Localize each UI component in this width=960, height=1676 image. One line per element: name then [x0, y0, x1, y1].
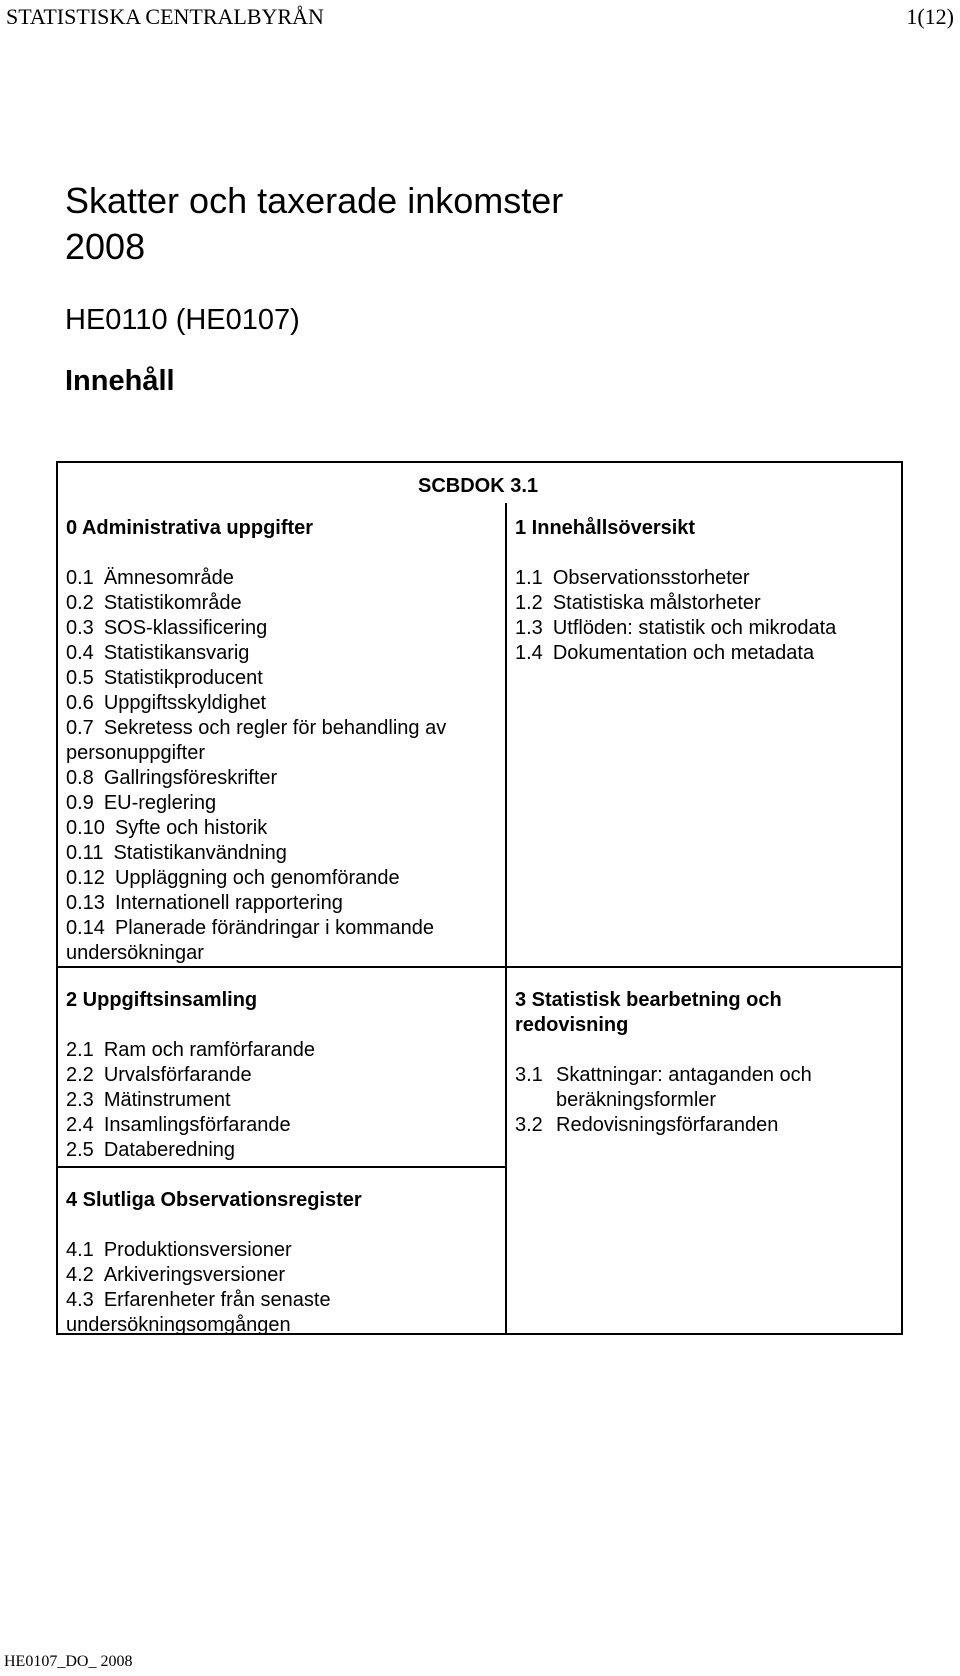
- toc-item-number: 2.3: [66, 1089, 94, 1111]
- scbdok-label: SCBDOK 3.1: [418, 475, 539, 497]
- toc-item-number: 1.1: [515, 567, 543, 589]
- section-heading: 3 Statistisk bearbetning och redovisning: [515, 989, 782, 1036]
- toc-item-number: 1.2: [515, 592, 543, 614]
- toc-item-text: Produktionsversioner: [103, 1239, 292, 1261]
- toc-item-text: Internationell rapportering: [114, 892, 343, 914]
- toc-item: [66, 816, 496, 841]
- toc-item-text: Arkiveringsversioner: [103, 1264, 285, 1286]
- toc-item-text: Redovisningsförfaranden: [556, 1114, 779, 1136]
- toc-item: [66, 916, 496, 966]
- page-number: 1(12): [906, 4, 954, 29]
- toc-item-text: EU-reglering: [103, 792, 217, 814]
- toc-item-text: SOS-klassificering: [103, 617, 268, 639]
- toc-item-number: 2.4: [66, 1114, 94, 1136]
- toc-item-text: Ämnesområde: [103, 567, 234, 589]
- organization-name: STATISTISKA CENTRALBYRÅN: [6, 4, 324, 29]
- toc-item-number: 0.14: [66, 917, 105, 939]
- toc-item: [66, 841, 496, 866]
- toc-item-number: 0.10: [66, 817, 105, 839]
- toc-item: [66, 766, 496, 791]
- toc-item: [66, 566, 496, 591]
- footer-text: HE0107_DO_ 2008: [4, 1653, 133, 1670]
- toc-item-text: Syfte och historik: [114, 817, 268, 839]
- toc-item: [66, 1138, 496, 1163]
- toc-item: [66, 691, 496, 716]
- toc-item-number: 0.3: [66, 617, 94, 639]
- toc-item-number: 0.7: [66, 717, 94, 739]
- toc-item: [515, 616, 895, 641]
- toc-item-number: 0.1: [66, 567, 94, 589]
- toc-item-text: Gallringsföreskrifter: [103, 767, 278, 789]
- toc-item: [66, 1088, 496, 1113]
- section-heading: 1 Innehållsöversikt: [515, 517, 696, 539]
- toc-item: [515, 591, 895, 616]
- section-heading: 0 Administrativa uppgifter: [66, 517, 314, 539]
- toc-section: [66, 516, 496, 966]
- toc-item-text: Uppläggning och genomförande: [114, 867, 400, 889]
- toc-item-text: Utflöden: statistik och mikrodata: [552, 617, 837, 639]
- product-code: HE0110 (HE0107): [65, 304, 300, 336]
- toc-item: [66, 1263, 496, 1288]
- toc-item-number: 0.13: [66, 892, 105, 914]
- toc-item: [515, 641, 895, 666]
- toc-item: [66, 891, 496, 916]
- toc-item: [66, 1113, 496, 1138]
- toc-item-number: 2.2: [66, 1064, 94, 1086]
- toc-item-number: 0.8: [66, 767, 94, 789]
- toc-item-text: Statistiska målstorheter: [552, 592, 761, 614]
- toc-item-text: Skattningar: antaganden och beräkningsformler: [556, 1064, 812, 1111]
- toc-item-text: Insamlingsförfarande: [103, 1114, 291, 1136]
- toc-item-number: 4.2: [66, 1264, 94, 1286]
- toc-item-number: 0.5: [66, 667, 94, 689]
- toc-item-number: 0.11: [66, 842, 104, 864]
- toc-item-text: Statistikområde: [103, 592, 242, 614]
- toc-section: [66, 988, 496, 1163]
- toc-item: [66, 591, 496, 616]
- document-title: [65, 178, 563, 270]
- toc-item: [66, 1063, 496, 1088]
- toc-item: [515, 1113, 895, 1138]
- toc-section: [515, 988, 895, 1138]
- toc-item-text: Sekretess och regler för behandling av personuppgifter: [66, 717, 447, 764]
- toc-item: [66, 666, 496, 691]
- toc-item-text: Erfarenheter från senaste undersökningsomgången: [66, 1289, 331, 1336]
- toc-table: [56, 461, 903, 1335]
- toc-item-text: Statistikansvarig: [103, 642, 250, 664]
- toc-item-text: Statistikanvändning: [113, 842, 287, 864]
- toc-item: [66, 716, 496, 766]
- toc-item: [66, 1288, 496, 1338]
- column-divider: [505, 503, 507, 1333]
- section-heading: 2 Uppgiftsinsamling: [66, 989, 258, 1011]
- toc-item-number: 4.1: [66, 1239, 94, 1261]
- toc-heading: Innehåll: [65, 365, 175, 397]
- toc-item-number: 1.3: [515, 617, 543, 639]
- toc-item-number: 0.6: [66, 692, 94, 714]
- toc-item-number: 0.2: [66, 592, 94, 614]
- toc-item: [66, 866, 496, 891]
- toc-item-text: Observationsstorheter: [552, 567, 750, 589]
- toc-section: [66, 1188, 496, 1338]
- section-heading: 4 Slutliga Observationsregister: [66, 1189, 362, 1211]
- toc-item: [66, 1038, 496, 1063]
- toc-item-number: 2.1: [66, 1039, 94, 1061]
- toc-item: [66, 791, 496, 816]
- toc-item-number: 0.9: [66, 792, 94, 814]
- toc-item-text: Planerade förändringar i kommande undersökningar: [66, 917, 435, 964]
- toc-item-number: 1.4: [515, 642, 543, 664]
- toc-item-text: Uppgiftsskyldighet: [103, 692, 267, 714]
- toc-section: [515, 516, 895, 666]
- toc-item: [515, 1063, 895, 1113]
- toc-item-number: 0.4: [66, 642, 94, 664]
- toc-item-number: 4.3: [66, 1289, 94, 1311]
- toc-item: [66, 641, 496, 666]
- toc-item-text: Ram och ramförfarande: [103, 1039, 316, 1061]
- toc-item: [66, 1238, 496, 1263]
- toc-item-number: 2.5: [66, 1139, 94, 1161]
- toc-item-number: 3.1: [515, 1064, 543, 1086]
- toc-item-number: 3.2: [515, 1114, 543, 1136]
- toc-item-text: Urvalsförfarande: [103, 1064, 252, 1086]
- toc-item-text: Mätinstrument: [103, 1089, 231, 1111]
- toc-item-text: Statistikproducent: [103, 667, 263, 689]
- toc-item: [66, 616, 496, 641]
- toc-item-text: Dokumentation och metadata: [552, 642, 815, 664]
- toc-item: [515, 566, 895, 591]
- toc-item-text: Databeredning: [103, 1139, 236, 1161]
- title-line-2: 2008: [65, 226, 146, 267]
- row-divider: [58, 1166, 505, 1168]
- title-line-1: Skatter och taxerade inkomster: [65, 180, 564, 221]
- toc-item-number: 0.12: [66, 867, 105, 889]
- row-divider: [58, 966, 903, 968]
